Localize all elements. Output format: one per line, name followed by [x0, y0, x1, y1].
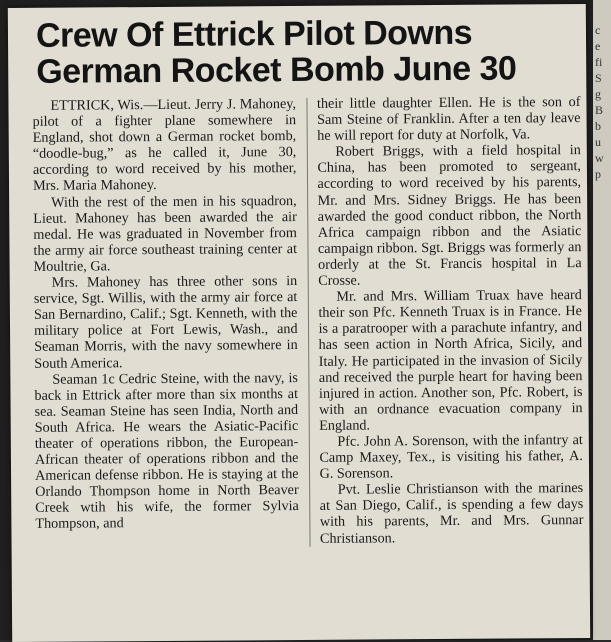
- paragraph: ETTRICK, Wis.—Lieut. Jerry J. Mahoney, pilot of a fighter plane somewhere in England, shot down a German rocket bomb, “doodle-bug,” as he called it, June 30, according to word received by his mother, Mrs. Maria Mahoney.: [32, 96, 297, 195]
- edge-letter: fi: [595, 55, 603, 69]
- edge-letter: B: [595, 103, 604, 117]
- edge-letter: u: [595, 135, 601, 149]
- left-column: [32, 96, 299, 548]
- paragraph: With the rest of the men in his squadron, Lieut. Mahoney has been awarded the air medal. He was graduated in November from the army air force southeast training center at Moultrie, Ga.: [33, 192, 298, 275]
- edge-letter: g: [595, 87, 601, 101]
- paragraph: Robert Briggs, with a field hospital in China, has been promoted to sergeant, according to word received by his parents, Mr. and Mrs. Sidney Briggs. He has been awarded the good conduct ribbon, the North Africa campaign ribbon and the Asiatic campaign ribbon. Sgt. Briggs was formerly an orderly at the St. Francis hospital in La Crosse.: [317, 142, 582, 289]
- article-body: [32, 94, 583, 548]
- paragraph: Mrs. Mahoney has three other sons in service, Sgt. Willis, with the army air force at San Bernardino, Calif.; Sgt. Kenneth, with the military police at Fort Lewis, Wash., and Seaman Morris, with the navy somewhere in South America.: [33, 273, 298, 372]
- headline-line-2: German Rocket Bomb June 30: [36, 49, 517, 91]
- edge-letter: p: [595, 167, 601, 181]
- edge-letter: w: [595, 151, 604, 165]
- paragraph: Seaman 1c Cedric Steine, with the navy, is back in Ettrick after more than six months at sea. Seaman Steine has seen India, North and South Africa. He wears the Asiatic-Pacific theater of operations ribbon, the European-African theater of operations ribbon and the American defense ribbon. He is staying at the Orlando Thompson home in North Beaver Creek wtih his wife, the former Sylvia Thompson, and: [34, 369, 299, 533]
- paragraph: Pvt. Leslie Christianson with the marines at San Diego, Calif., is spending a few days with his parents, Mr. and Mrs. Gunnar Christianson.: [319, 480, 584, 547]
- edge-letter: b: [595, 119, 601, 133]
- paragraph: Mr. and Mrs. William Truax have heard their son Pfc. Kenneth Truax is in France. He is a paratrooper with a parachute infantry, and has seen action in North Africa, Sicily, and Italy. He participated in the invasion of Sicily and received the purple heart for having been injured in action. Another son, Pfc. Robert, is with an ordnance evacuation company in England.: [318, 287, 583, 434]
- column-rule: [306, 98, 310, 547]
- edge-letter: c: [595, 23, 601, 37]
- right-column: [317, 94, 584, 546]
- newspaper-clipping: [8, 4, 590, 642]
- edge-letter: S: [595, 71, 602, 85]
- headline-line-1: Crew Of Ettrick Pilot Downs: [35, 13, 473, 55]
- edge-letter: e: [595, 39, 601, 53]
- paragraph: their little daughter Ellen. He is the son of Sam Steine of Franklin. After a ten day leave he will report for duty at Norfolk, Va.: [316, 94, 581, 145]
- paragraph: Pfc. John A. Sorenson, with the infantry at Camp Maxey, Tex., is visiting his father, A. G. Sorenson.: [319, 431, 583, 483]
- headline: [36, 14, 572, 90]
- adjacent-clipping-edge: [593, 0, 611, 640]
